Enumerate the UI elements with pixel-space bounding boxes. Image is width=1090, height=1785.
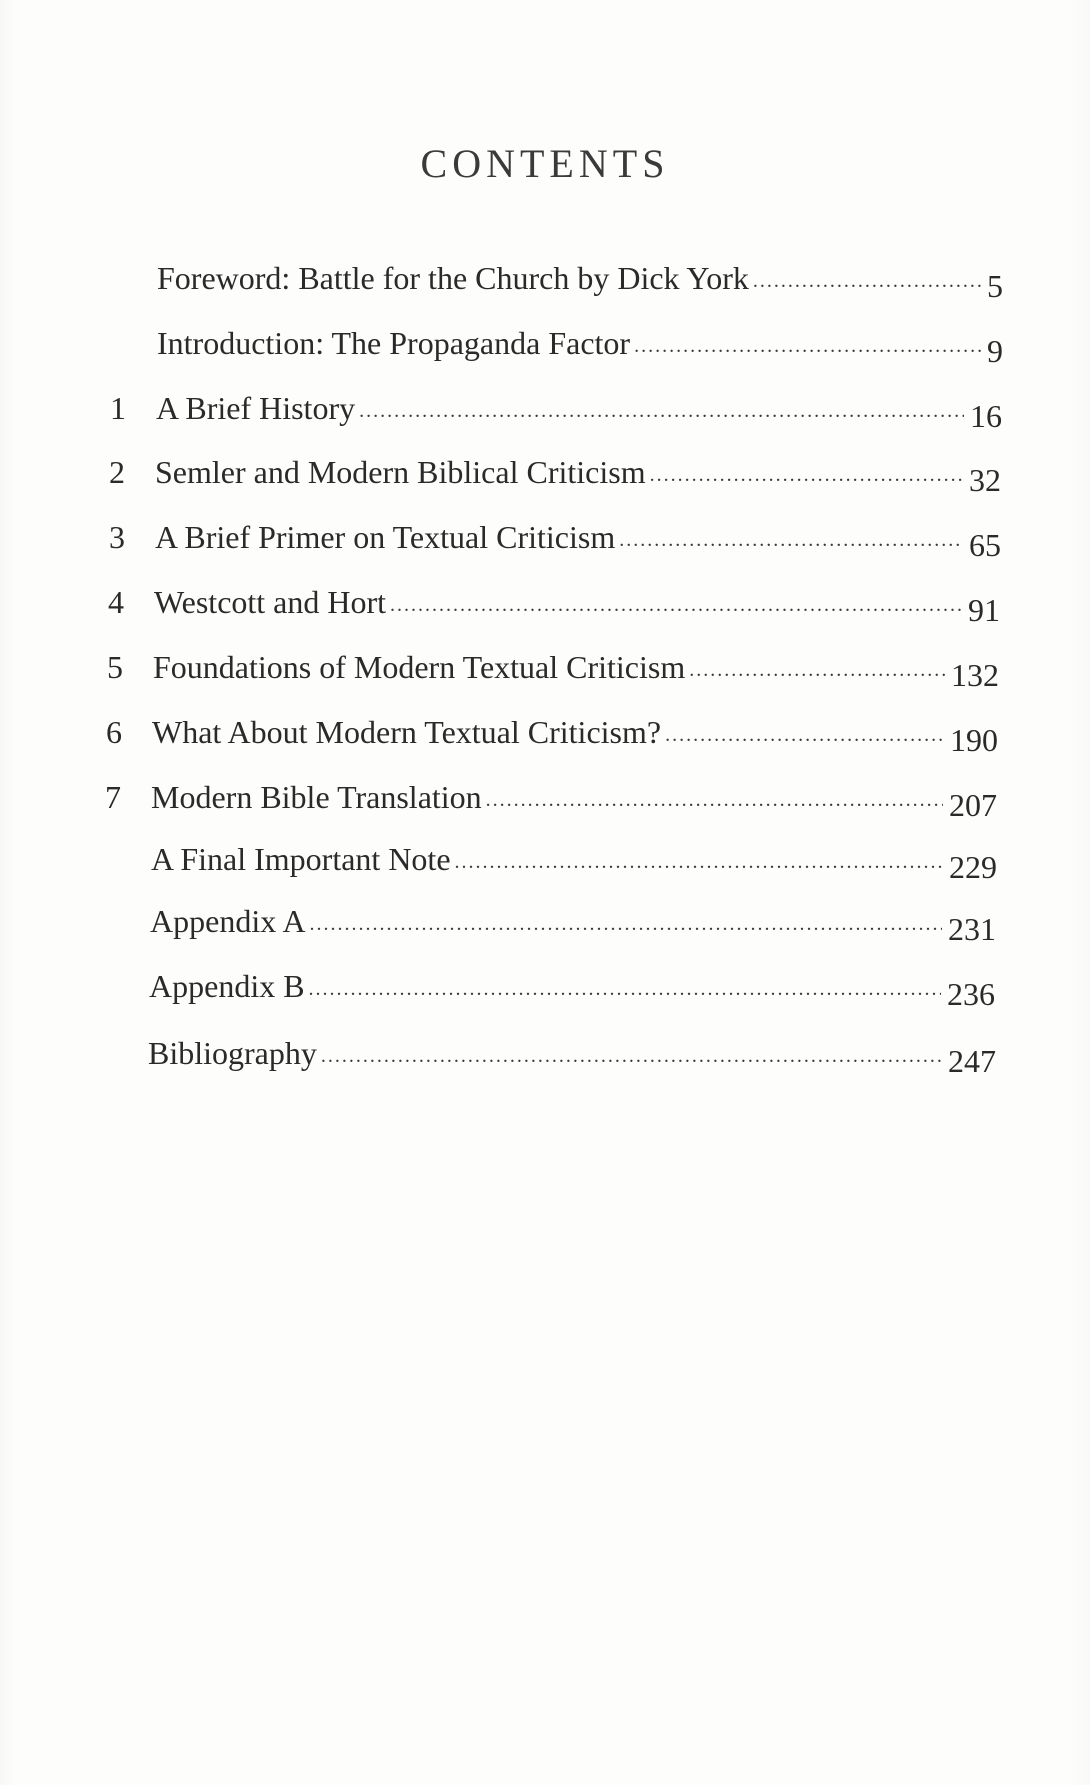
toc-entry-page: 231 (948, 911, 996, 947)
toc-entry (107, 647, 999, 693)
toc-entry-title: Introduction: The Propaganda Factor (157, 325, 631, 361)
dot-leader (689, 650, 945, 690)
dot-leader (321, 1036, 942, 1076)
contents-heading: CONTENTS (420, 141, 670, 186)
toc-entry (157, 323, 1003, 369)
toc-entry-page: 236 (947, 976, 995, 1012)
toc-entry (151, 839, 997, 885)
toc-entry-title: Semler and Modern Biblical Criticism (155, 454, 646, 490)
toc-entry-page: 132 (951, 657, 999, 693)
toc-entry-page: 91 (968, 592, 1000, 628)
toc-entry-page: 16 (970, 398, 1002, 434)
toc-entry-number: 3 (109, 519, 125, 555)
toc-entry-page: 229 (949, 849, 997, 885)
toc-entry-number: 2 (109, 454, 125, 490)
dot-leader (455, 842, 943, 882)
toc-entry-page: 247 (948, 1043, 996, 1079)
toc-entry-title: A Brief History (156, 390, 356, 426)
toc-entry (149, 966, 995, 1012)
dot-leader (486, 780, 943, 820)
toc-entry-title: Westcott and Hort (154, 584, 387, 620)
toc-entry-number: 4 (108, 584, 124, 620)
toc-entry (108, 582, 1000, 628)
toc-entry-page: 190 (950, 722, 998, 758)
toc-entry (157, 258, 1003, 304)
toc-entry-number: 6 (106, 714, 122, 750)
dot-leader (619, 520, 963, 560)
toc-entry-page: 9 (987, 333, 1003, 369)
toc-entry-title: What About Modern Textual Criticism? (152, 714, 662, 750)
toc-entry-page: 65 (969, 527, 1001, 563)
dot-leader (753, 261, 981, 301)
toc-entry (109, 517, 1001, 563)
toc-entry-page: 32 (969, 462, 1001, 498)
toc-entry-title: A Final Important Note (151, 841, 451, 877)
toc-entry-title: A Brief Primer on Textual Criticism (155, 519, 616, 555)
toc-entry-title: Foundations of Modern Textual Criticism (153, 649, 686, 685)
dot-leader (665, 715, 944, 755)
dot-leader (310, 904, 942, 944)
toc-entry (109, 452, 1001, 498)
toc-entry (110, 388, 1002, 434)
toc-entry-title: Appendix B (149, 968, 305, 1004)
toc-entry-page: 5 (987, 268, 1003, 304)
dot-leader (390, 585, 962, 625)
toc-entry (148, 1033, 996, 1079)
dot-leader (650, 455, 963, 495)
toc-entry-number: 1 (110, 390, 126, 426)
toc-entry (105, 777, 997, 823)
toc-entry (150, 901, 996, 947)
toc-entry-page: 207 (949, 787, 997, 823)
dot-leader (309, 969, 941, 1009)
toc-entry-title: Foreword: Battle for the Church by Dick York (157, 260, 749, 296)
toc-entry-title: Bibliography (148, 1035, 317, 1071)
toc-entry-title: Modern Bible Translation (151, 779, 482, 815)
toc-entry (106, 712, 998, 758)
toc-entry-number: 7 (105, 779, 121, 815)
toc-entry-title: Appendix A (150, 903, 306, 939)
dot-leader (359, 391, 964, 431)
dot-leader (634, 326, 981, 366)
toc-entry-number: 5 (107, 649, 123, 685)
